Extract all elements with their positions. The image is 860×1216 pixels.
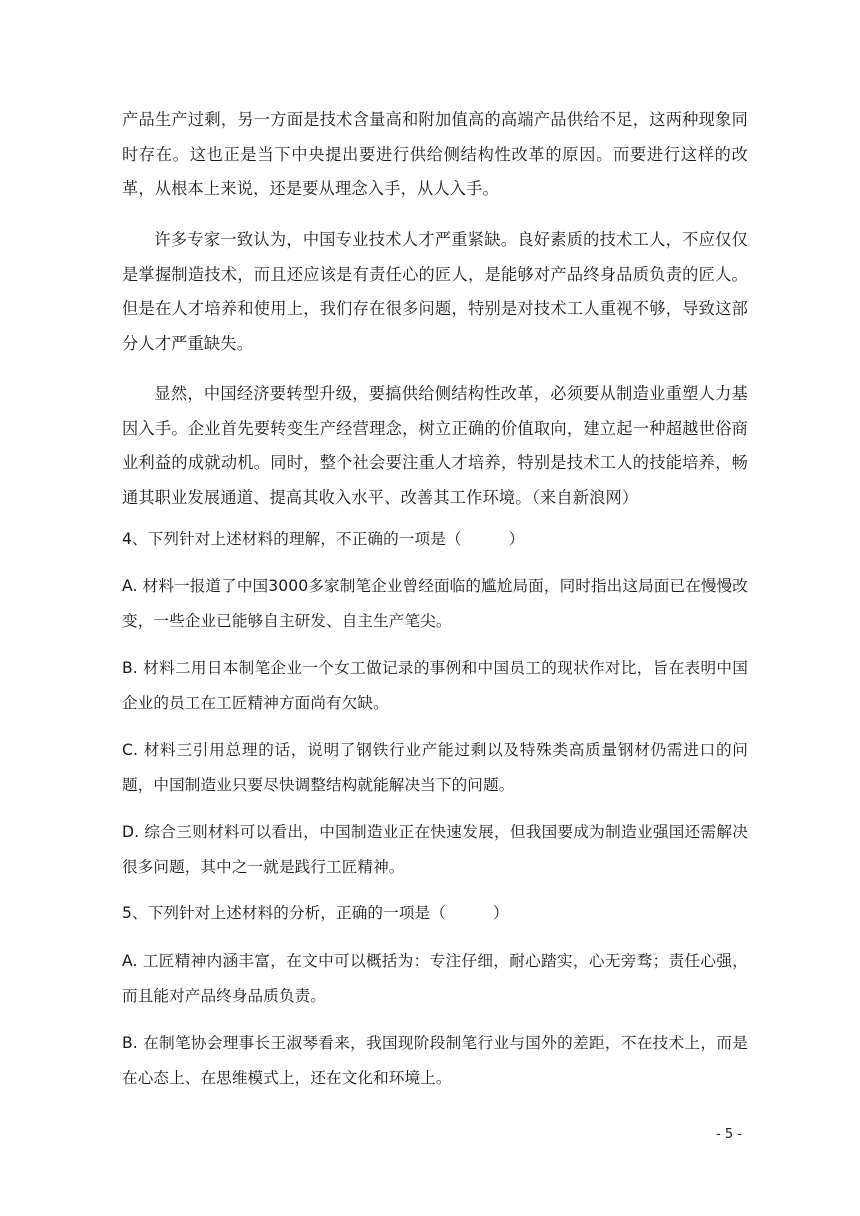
question-4-stem: 4、下列针对上述材料的理解，不正确的一项是（ ）	[122, 530, 525, 548]
page-number: - 5 -	[716, 1127, 742, 1142]
question-4-option-d: D. 综合三则材料可以看出，中国制造业正在快速发展，但我国要成为制造业强国还需解决很多问题，其中之一就是践行工匠精神。	[122, 823, 748, 876]
question-5-stem: 5、下列针对上述材料的分析，正确的一项是（ ）	[122, 904, 509, 922]
question-5-option-b: B. 在制笔协会理事长王淑琴看来，我国现阶段制笔行业与国外的差距，不在技术上，而是在心态上、在思维模式上，还在文化和环境上。	[122, 1034, 748, 1087]
passage-paragraph-1: 产品生产过剩，另一方面是技术含量高和附加值高的高端产品供给不足，这两种现象同时存在。这也正是当下中央提出要进行供给侧结构性改革的原因。而要进行这样的改革，从根本上来说，还是要从理念入手，从人入手。	[122, 110, 748, 198]
question-4-option-a: A. 材料一报道了中国3000多家制笔企业曾经面临的尴尬局面，同时指出这局面已在慢慢改变，一些企业已能够自主研发、自主生产笔尖。	[122, 577, 748, 630]
question-4-option-b: B. 材料二用日本制笔企业一个女工做记录的事例和中国员工的现状作对比，旨在表明中国企业的员工在工匠精神方面尚有欠缺。	[122, 659, 748, 712]
question-5-option-a: A. 工匠精神内涵丰富，在文中可以概括为：专注仔细，耐心踏实，心无旁骛；责任心强，而且能对产品终身品质负责。	[122, 952, 748, 1005]
question-4-option-c: C. 材料三引用总理的话，说明了钢铁行业产能过剩以及特殊类高质量钢材仍需进口的问题，中国制造业只要尽快调整结构就能解决当下的问题。	[122, 741, 748, 794]
passage-paragraph-2: 许多专家一致认为，中国专业技术人才严重紧缺。良好素质的技术工人，不应仅仅是掌握制造技术，而且还应该是有责任心的匠人，是能够对产品终身品质负责的匠人。但是在人才培养和使用上，我们存在很多问题，特别是对技术工人重视不够，导致这部分人才严重缺失。	[122, 230, 748, 353]
passage-paragraph-3: 显然，中国经济要转型升级，要搞供给侧结构性改革，必须要从制造业重塑人力基因入手。企业首先要转变生产经营理念，树立正确的价值取向，建立起一种超越世俗商业利益的成就动机。同时，整个社会要注重人才培养，特别是技术工人的技能培养，畅通其职业发展通道、提高其收入水平、改善其工作环境。（来自新浪网）	[122, 384, 748, 507]
